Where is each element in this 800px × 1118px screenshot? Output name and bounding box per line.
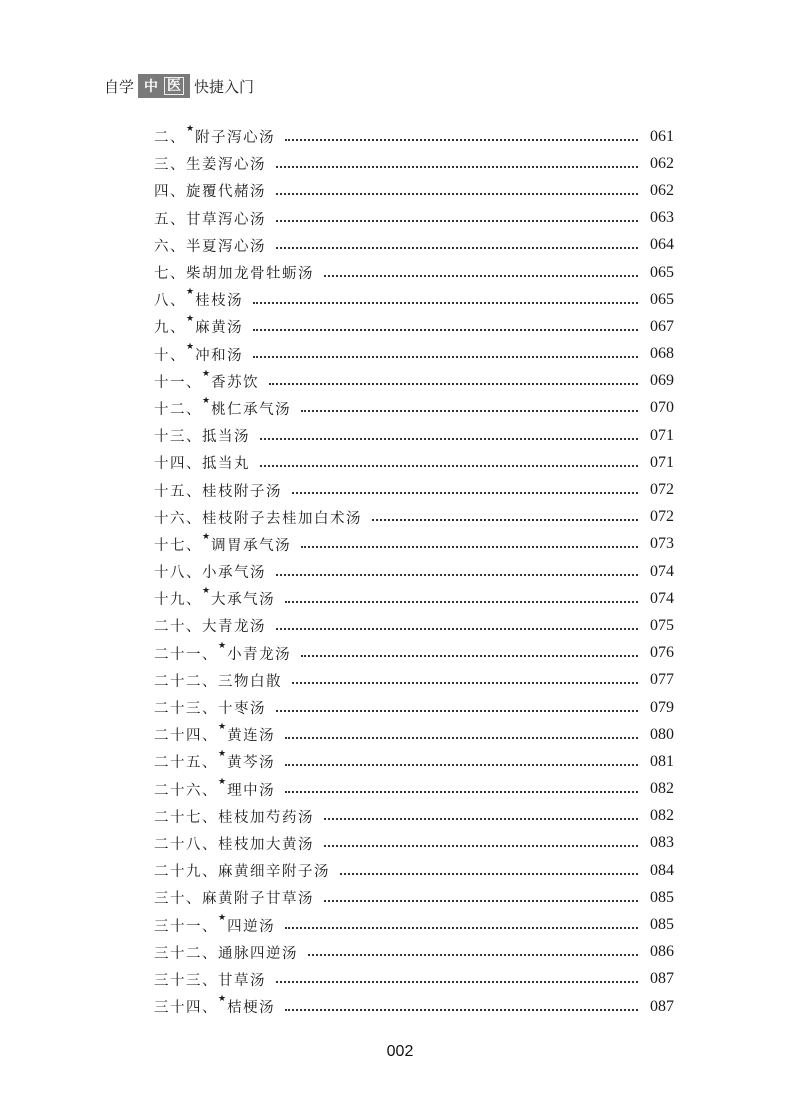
toc-entry-number: 二十二、: [154, 673, 218, 690]
toc-entry-number: 三十二、: [154, 945, 218, 962]
toc-entry[interactable]: [154, 286, 674, 313]
toc-entry-number: 二、: [154, 130, 186, 147]
toc-entry-name: 冲和汤: [195, 347, 244, 364]
dot-leader: [276, 628, 638, 630]
toc-entry-title: [154, 480, 282, 501]
toc-entry-name: 四逆汤: [227, 918, 276, 935]
toc-entry-page: 085: [650, 916, 674, 934]
dot-leader: [285, 139, 638, 141]
toc-entry-name: 甘草汤: [218, 972, 266, 989]
toc-entry-number: 十九、: [154, 592, 202, 609]
star-icon: ★: [202, 531, 211, 542]
toc-entry[interactable]: [154, 558, 674, 585]
header-badge: [138, 74, 190, 98]
toc-entry-number: 二十五、: [154, 755, 218, 772]
toc-entry[interactable]: [154, 857, 674, 884]
toc-entry-title: [154, 289, 243, 310]
dot-leader: [308, 954, 638, 956]
dot-leader: [324, 818, 638, 820]
toc-entry-title: [154, 996, 275, 1017]
toc-entry-name: 黄芩汤: [227, 755, 276, 772]
dot-leader: [276, 247, 638, 249]
toc-entry-title: [154, 615, 266, 636]
dot-leader: [285, 737, 638, 739]
toc-entry[interactable]: [154, 721, 674, 748]
toc-entry-title: [154, 588, 275, 609]
toc-entry[interactable]: [154, 640, 674, 667]
toc-entry-name: 调胃承气汤: [211, 537, 292, 554]
toc-entry-name: 理中汤: [227, 782, 276, 799]
toc-entry-number: 二十四、: [154, 728, 218, 745]
toc-entry-page: 072: [650, 481, 674, 499]
toc-entry[interactable]: [154, 504, 674, 531]
toc-entry-number: 十六、: [154, 510, 202, 527]
toc-entry-number: 五、: [154, 211, 186, 228]
toc-entry-page: 070: [650, 399, 674, 417]
toc-entry-name: 小承气汤: [202, 565, 266, 582]
toc-entry-name: 十枣汤: [218, 701, 266, 718]
toc-entry-page: 074: [650, 589, 674, 607]
toc-entry-number: 十七、: [154, 537, 202, 554]
dot-leader: [372, 519, 638, 521]
toc-entry-number: 九、: [154, 320, 186, 337]
toc-entry-title: [154, 368, 260, 392]
toc-entry[interactable]: [154, 667, 674, 694]
toc-entry-name: 大承气汤: [211, 592, 276, 609]
toc-entry-name: 桂枝附子汤: [202, 483, 282, 500]
toc-entry-name: 大青龙汤: [202, 619, 266, 636]
star-icon: ★: [218, 994, 227, 1005]
toc-entry[interactable]: [154, 232, 674, 259]
toc-entry-name: 小青龙汤: [227, 646, 292, 663]
star-icon: ★: [218, 749, 227, 760]
toc-entry[interactable]: [154, 966, 674, 993]
toc-entry-name: 桂枝加芍药汤: [218, 809, 314, 826]
toc-entry-page: 077: [650, 671, 674, 689]
toc-entry-name: 桂枝附子去桂加白术汤: [202, 510, 362, 527]
toc-entry-page: 065: [650, 290, 674, 308]
star-icon: ★: [218, 912, 227, 923]
toc-entry-number: 二十七、: [154, 809, 218, 826]
dot-leader: [324, 900, 638, 902]
toc-entry-title: [154, 640, 292, 664]
toc-entry-page: 073: [650, 535, 674, 553]
toc-entry[interactable]: [154, 395, 674, 422]
toc-entry-name: 黄连汤: [227, 728, 276, 745]
toc-entry-number: 二十一、: [154, 646, 218, 663]
toc-entry-name: 半夏泻心汤: [186, 238, 266, 255]
toc-entry-name: 麻黄汤: [195, 320, 244, 337]
toc-entry-name: 抵当丸: [202, 456, 250, 473]
toc-entry-number: 二十八、: [154, 836, 218, 853]
toc-entry-number: 十四、: [154, 456, 202, 473]
toc-entry-page: 087: [650, 997, 674, 1015]
toc-entry[interactable]: [154, 884, 674, 911]
toc-entry[interactable]: [154, 368, 674, 395]
dot-leader: [285, 601, 638, 603]
toc-entry-title: [154, 561, 266, 582]
star-icon: ★: [202, 395, 211, 406]
toc-entry-title: [154, 235, 266, 256]
toc-entry-page: 079: [650, 698, 674, 716]
dot-leader: [301, 655, 638, 657]
toc-entry[interactable]: [154, 939, 674, 966]
toc-entry-page: 062: [650, 181, 674, 199]
toc-entry[interactable]: [154, 776, 674, 803]
dot-leader: [260, 465, 638, 467]
toc-entry-title: [154, 126, 275, 147]
toc-entry-name: 桂枝加大黄汤: [218, 836, 314, 853]
toc-entry-page: 075: [650, 616, 674, 634]
star-icon: ★: [186, 287, 195, 298]
toc-entry[interactable]: [154, 748, 674, 775]
toc-entry[interactable]: [154, 911, 674, 938]
toc-entry-name: 桂枝汤: [195, 293, 244, 310]
toc-entry-page: 062: [650, 154, 674, 172]
toc-entry-title: [154, 833, 314, 854]
toc-entry-number: 十二、: [154, 401, 202, 418]
toc-entry-name: 三物白散: [218, 673, 282, 690]
toc-entry[interactable]: [154, 150, 674, 177]
dot-leader: [324, 845, 638, 847]
toc-entry-name: 香苏饮: [211, 374, 260, 391]
star-icon: ★: [202, 368, 211, 379]
star-icon: ★: [218, 776, 227, 787]
dot-leader: [260, 438, 638, 440]
dot-leader: [276, 166, 638, 168]
dot-leader: [292, 492, 638, 494]
dot-leader: [253, 302, 638, 304]
toc-entry-title: [154, 316, 243, 337]
toc-entry-number: 十八、: [154, 565, 202, 582]
toc-entry-number: 十五、: [154, 483, 202, 500]
toc-entry-title: [154, 180, 266, 201]
toc-entry-number: 二十九、: [154, 864, 218, 881]
star-icon: ★: [186, 124, 195, 135]
star-icon: ★: [202, 586, 211, 597]
toc-entry-title: [154, 507, 362, 528]
toc-entry-title: [154, 776, 276, 800]
dot-leader: [324, 275, 638, 277]
toc-entry-title: [154, 697, 266, 718]
toc-entry-page: 087: [650, 970, 674, 988]
toc-entry-name: 柴胡加龙骨牡蛎汤: [186, 266, 314, 283]
toc-entry[interactable]: [154, 476, 674, 503]
toc-entry-number: 七、: [154, 266, 186, 283]
dot-leader: [285, 791, 638, 793]
toc-entry-page: 069: [650, 372, 674, 390]
toc-entry-page: 072: [650, 508, 674, 526]
dot-leader: [276, 193, 638, 195]
toc-entry-page: 081: [650, 752, 674, 770]
toc-entry-number: 十三、: [154, 429, 202, 446]
toc-entry-number: 六、: [154, 238, 186, 255]
toc-entry-page: 067: [650, 317, 674, 335]
toc-entry[interactable]: [154, 259, 674, 286]
toc-entry-number: 四、: [154, 184, 186, 201]
running-header: [104, 74, 254, 98]
toc-entry-number: 十一、: [154, 374, 202, 391]
toc-entry-title: [154, 341, 244, 365]
toc-entry-page: 082: [650, 780, 674, 798]
toc-entry-name: 甘草泻心汤: [186, 211, 266, 228]
toc-entry-title: [154, 670, 282, 691]
toc-entry[interactable]: [154, 612, 674, 639]
toc-entry[interactable]: [154, 531, 674, 558]
star-icon: ★: [218, 640, 227, 651]
toc-entry-number: 八、: [154, 293, 186, 310]
toc-entry-page: 080: [650, 725, 674, 743]
toc-entry-page: 076: [650, 644, 674, 662]
toc-entry-number: 二十三、: [154, 701, 218, 718]
toc-entry-page: 065: [650, 263, 674, 281]
toc-entry-title: [154, 208, 266, 229]
toc-entry-name: 附子泻心汤: [195, 130, 276, 147]
toc-entry-number: 二十、: [154, 619, 202, 636]
toc-entry-number: 三十三、: [154, 972, 218, 989]
toc-entry-page: 063: [650, 209, 674, 227]
dot-leader: [276, 574, 638, 576]
dot-leader: [253, 356, 638, 358]
toc-entry-page: 083: [650, 834, 674, 852]
toc-entry[interactable]: [154, 177, 674, 204]
toc-entry-title: [154, 887, 314, 908]
dot-leader: [340, 873, 638, 875]
toc-entry-number: 三十、: [154, 891, 202, 908]
dot-leader: [276, 981, 638, 983]
badge-char-yi: 医: [164, 77, 184, 95]
dot-leader: [253, 329, 638, 331]
toc-entry[interactable]: [154, 694, 674, 721]
table-of-contents: [154, 123, 674, 1020]
toc-entry-name: 麻黄细辛附子汤: [218, 864, 330, 881]
toc-entry-title: [154, 153, 266, 174]
toc-entry-name: 抵当汤: [202, 429, 250, 446]
toc-entry-title: [154, 531, 292, 555]
header-prefix: 自学: [104, 77, 135, 96]
toc-entry-name: 生姜泻心汤: [186, 157, 266, 174]
dot-leader: [276, 710, 638, 712]
dot-leader: [292, 682, 638, 684]
toc-entry-title: [154, 860, 330, 881]
toc-entry-title: [154, 806, 314, 827]
toc-entry[interactable]: [154, 803, 674, 830]
toc-entry-number: 二十六、: [154, 782, 218, 799]
toc-entry-number: 三、: [154, 157, 186, 174]
header-suffix: 快捷入门: [194, 77, 255, 96]
toc-entry-number: 十、: [154, 347, 186, 364]
toc-entry-title: [154, 724, 275, 745]
badge-char-zhong: 中: [144, 79, 159, 95]
toc-entry-title: [154, 452, 250, 473]
toc-entry-page: 068: [650, 345, 674, 363]
toc-entry-page: 082: [650, 807, 674, 825]
toc-entry-number: 三十四、: [154, 1000, 218, 1017]
toc-entry-name: 麻黄附子甘草汤: [202, 891, 314, 908]
toc-entry-title: [154, 912, 276, 936]
dot-leader: [285, 764, 638, 766]
toc-entry-title: [154, 395, 292, 419]
toc-entry[interactable]: [154, 341, 674, 368]
toc-entry[interactable]: [154, 993, 674, 1020]
toc-entry-page: 064: [650, 236, 674, 254]
toc-entry-title: [154, 262, 314, 283]
toc-entry-page: 085: [650, 888, 674, 906]
star-icon: ★: [186, 341, 195, 352]
dot-leader: [285, 1009, 638, 1011]
dot-leader: [276, 220, 638, 222]
toc-entry-title: [154, 425, 250, 446]
toc-entry-name: 桔梗汤: [227, 1000, 276, 1017]
toc-entry[interactable]: [154, 585, 674, 612]
toc-entry-page: 071: [650, 426, 674, 444]
toc-entry-page: 074: [650, 562, 674, 580]
toc-entry-title: [154, 969, 266, 990]
toc-entry-name: 旋覆代赭汤: [186, 184, 266, 201]
toc-entry-name: 桃仁承气汤: [211, 401, 292, 418]
toc-entry[interactable]: [154, 205, 674, 232]
toc-entry-page: 061: [650, 127, 674, 145]
toc-entry-page: 086: [650, 943, 674, 961]
dot-leader: [285, 927, 638, 929]
toc-entry[interactable]: [154, 449, 674, 476]
page-number: 002: [386, 1043, 414, 1060]
toc-entry[interactable]: [154, 123, 674, 150]
toc-entry-title: [154, 751, 275, 772]
toc-entry-name: 通脉四逆汤: [218, 945, 298, 962]
star-icon: ★: [218, 722, 227, 733]
toc-entry-number: 三十一、: [154, 918, 218, 935]
toc-entry[interactable]: [154, 422, 674, 449]
toc-entry[interactable]: [154, 313, 674, 340]
star-icon: ★: [186, 314, 195, 325]
toc-entry-page: 084: [650, 861, 674, 879]
toc-entry-title: [154, 942, 298, 963]
dot-leader: [269, 383, 638, 385]
dot-leader: [301, 546, 638, 548]
dot-leader: [301, 410, 638, 412]
toc-entry[interactable]: [154, 830, 674, 857]
toc-entry-page: 071: [650, 453, 674, 471]
